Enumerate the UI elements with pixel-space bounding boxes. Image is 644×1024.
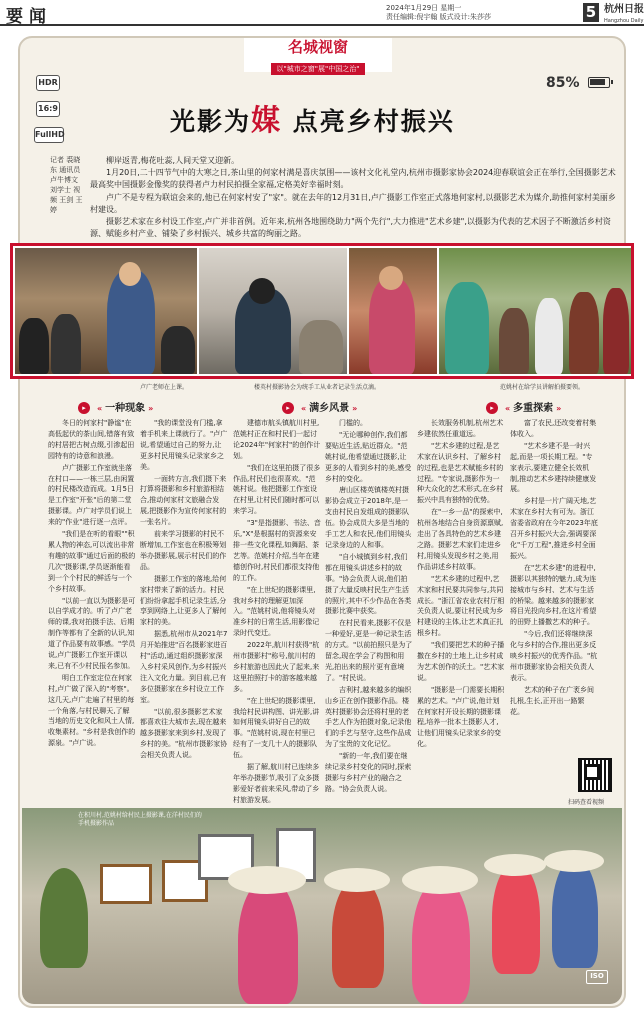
newspaper-logo: 杭州日报 Hangzhou Daily — [604, 4, 644, 24]
page-number: 5 — [583, 3, 599, 22]
qr-caption: 扫码查看视频 — [568, 799, 605, 806]
section-icon: ▸ — [486, 402, 498, 414]
column-title: 名城视窗 — [287, 38, 348, 56]
section-heading-2: ▸ « 满乡风景 » — [282, 399, 360, 414]
fullhd-tag: FullHD — [34, 127, 64, 143]
lead-text: 柳岸返青,梅花吐蕊,人间天堂又迎新。 1月20日,二十四节气中的大寒之日,茶山里的何家村满是喜庆氛围——该村文化礼堂内,杭州市摄影家协会2024迎春联谊会正在举行,全国摄影艺术最高奖中国摄影金像奖的获得者卢力村民拍摄全家福,定格美好幸福时刻。 卢广不是专程为联谊会来的,他已在何家村安了"家"。就在去年的12月31日,卢广摄影工作室正式落地何家村,以摄影艺术为媒介,助推何家村美丽乡村建设。 摄影艺术家在乡村设工作室,卢广并非首例。近年来,杭州各地围绕助力"两个先行",大力推进"艺术乡建",以摄影为代表的艺术因子不断激活乡村资源、赋能乡村产业、铺染了乡村振兴、城乡共富的绚丽之路。 — [90, 156, 616, 239]
qr-code[interactable] — [578, 758, 612, 792]
section-heading-1: ▸ « 一种现象 » — [78, 399, 156, 414]
issue-date: 2024年1月29日 星期一 — [386, 4, 462, 12]
battery-level: 85% — [546, 75, 580, 91]
article-column-6: 富了农民,还改变着村集体收入。 "艺术乡建不是一时兴起,而是一项长期工程。"专家表示,要建立健全长效机制,推动艺术乡建持续健康发展。 乡村是一片广阔天地,艺术家在乡村大有可为。浙江省委省政府在今年2023年底召开乡村振兴大会,强调要深化"千万工程",推进乡村全面振兴。 在"艺术乡建"的进程中,摄影以其独特的魅力,成为连接城市与乡村、艺术与生活的桥梁。越来越多的摄影家将目光投向乡村,在这片希望的田野上播撒艺术的种子。 "今后,我们还将继续深化与乡村的合作,推出更多反映乡村振兴的优秀作品。"杭州市摄影家协会相关负责人表示。 艺术的种子在广袤乡间扎根,生长,正开出一路繁花。 — [510, 419, 598, 716]
photo-outdoor-lesson — [439, 248, 631, 374]
editors: 责任编辑:倪宇翰 版式设计:朱莎莎 — [386, 13, 491, 21]
section-name: 要闻 — [6, 7, 52, 27]
photo-photographer — [199, 248, 347, 374]
column-subtitle: 以"城市之窗"展"中国之治" — [271, 63, 366, 75]
bottom-photo-exhibition — [22, 808, 622, 1004]
section-icon: ▸ — [282, 402, 294, 414]
column-banner — [244, 38, 392, 72]
caption-3: 范姚村在给学员讲解拍摄要领。 — [500, 384, 585, 391]
photo-teacher-class — [15, 248, 197, 374]
article-column-5: 长效服务机制,杭州艺术乡建依然任重道远。 "艺术乡建的过程,是艺术家在认识乡村、了解乡村的过程,也是艺术赋能乡村的过程。"专家说,摄影作为一种大众化的艺术形式,在乡村振兴中具有独特的优势。 在"一乡一品"的探索中,杭州各地结合自身资源禀赋,走出了各具特色的艺术乡建之路。摄影艺术家们走进乡村,用镜头发现乡村之美,用作品讲述乡村故事。 "艺术乡建的过程中,艺术家和村民要共同参与,共同成长。"浙江省农业农村厅相关负责人说,要让村民成为乡村建设的主体,让艺术真正扎根乡村。 "我们要把艺术的种子播撒在乡村的土地上,让乡村成为艺术创作的沃土。"艺术家说。 "摄影是一门需要长期积累的艺术。"卢广说,他计划在何家村开设长期的摄影课程,培养一批本土摄影人才,让他们用镜头记录家乡的变化。 — [417, 419, 505, 749]
photo-strip — [10, 243, 634, 379]
article-column-2: "我的课堂没有门槛,拿着手机来上课就行了。"卢广说,希望通过自己的努力,让更多村民用镜头记录家乡之美。 一面转方言,我们摄下来打算将摄影和乡村旅游相结合,推动何家村文旅融合发展,把摄影作为宣传何家村的一张名片。 前来学习摄影的村民不断增加,工作室也在积极筹划举办摄影展,展示村民们的作品。 摄影工作室的落地,给何家村带来了新的活力。村民们纷纷拿起手机记录生活,分享到网络上,让更多人了解何家村的美。 据悉,杭州市从2021年7月开始推进"百名摄影家进百村"活动,通过组织摄影家深入乡村采风创作,为乡村振兴注入文化力量。到目前,已有多位摄影家在乡村设立工作室。 "以前,很多摄影艺术家都喜欢往大城市去,现在越来越多摄影家来到乡村,发现了乡村的美。"杭州市摄影家协会相关负责人说。 — [140, 419, 228, 760]
page-header — [0, 0, 644, 26]
photo-craftswoman — [349, 248, 437, 374]
article-column-1: 冬日的何家村"静谧"在高低起伏的茶山间,错落有致的村居把古树点缀,引渗起田园特有的诗意和浪漫。 卢广摄影工作室就坐落在村口——一栋三层,由闲置的村民楼改造而成。1月5日是工作室"开张"后的第二堂摄影课。卢广对学员们说上来的"作业"进行逐一点评。 "我们是在听的看眼""积累人物的神态,可以流出非常有趣的故事"通过后面的极的几次"摄影课,学员逐渐能看到一个个村民的鲜活与一个个乡村故事。 "以前一直以为摄影是可以自学成才的。听了卢广老师的课,我对拍摄手法、后期制作等都有了全新的认识,知道了作品要有故事感。"学员说,卢广摄影工作室开课以来,已有不少村民报名参加。 明白工作室定位在何家村,卢广做了深入的"考察"。这几天,卢广走遍了村里的每一个角落,与村民聊天,了解当地的历史文化和风土人情,收集素材。"乡村是我创作的源泉。"卢广说。 — [48, 419, 136, 748]
article-column-3: 建德市航头镇航川村里,范姚村正在和村民们一起讨论2024年"何家村"的创作计划。 "我们在这里拍摄了很多作品,村民们也很喜欢。"范姚村说。他把摄影工作室设在村里,让村民们随时都可以来学习。 "3"是指摄影、书法、音乐,"X"是根据村的资源来安排一些文化课程,如舞蹈、茶艺等。范姚村介绍,当年在建德创作时,村民们都很支持他的工作。 "在上世纪的摄影课里,我对乡村的理解更加深入。"范姚村说,他将镜头对准乡村的日常生活,用影像记录时代变迁。 2022年,航川村获得"杭州市摄影村"称号,航川村的乡村旅游也因此火了起来,来这里拍照打卡的游客越来越多。 "在上世纪的摄影课里,我给村民讲构图、讲光影,讲如何用镜头讲好自己的故事。"范姚村说,现在村里已经有了一支几十人的摄影队伍。 据了解,航川村已连续多年举办摄影节,吸引了众多摄影爱好者前来采风,带动了乡村旅游发展。 — [233, 419, 321, 804]
battery-icon — [588, 77, 610, 88]
iso-tag: ISO — [586, 970, 608, 984]
byline: 记者 裘晓东 通讯员 卢牛博文 刘学士 视频 王剑 王婷 — [50, 156, 83, 214]
bottom-photo-caption: 在积川村,范姚村给村民上摄影课,在洋村民们的手机摄影作品 — [78, 812, 202, 827]
hdr-tag: HDR — [36, 75, 60, 91]
article-column-4: 门槛的。 "无论哪种创作,我们都要贴近生活,贴近群众。"范姚村说,他希望通过摄影,让更多的人看到乡村的美,感受乡村的变化。 唐山区楼英镇楼英村摄影协会成立于2018年,是一支由村民自发组成的摄影队伍。协会成员大多是当地的手工艺人和农民,他们用镜头记录身边的人和事。 "自小城镇到乡村,我们都在用镜头讲述乡村的故事。"协会负责人说,他们拍摄了大量反映村民生产生活的照片,其中不少作品在各类摄影比赛中获奖。 在村民看来,摄影不仅是一种爱好,更是一种记录生活的方式。"以前拍照只是为了留念,现在学会了构图和用光,拍出来的照片更有意境了。"村民说。 吉利村,越来越多的编织山乡正在创作摄影作品。楼英村摄影协会还将村里的老手艺人作为拍摄对象,记录他们的手艺与坚守,这些作品成为了宝贵的文化记忆。 "新的一年,我们要在继续记录乡村变化的同时,探索摄影与乡村产业的融合之路。"协会负责人说。 — [325, 419, 413, 793]
ratio-tag: 16:9 — [36, 101, 60, 117]
header-info — [386, 4, 491, 22]
section-icon: ▸ — [78, 402, 90, 414]
caption-1: 卢广老师在上课。 — [140, 384, 189, 391]
caption-2: 楼英村摄影协会为统手工从业者记录生活点滴。 — [254, 384, 381, 391]
headline: 光影为媒 点亮乡村振兴 — [170, 103, 455, 137]
section-heading-3: ▸ « 多重探索 » — [486, 399, 564, 414]
